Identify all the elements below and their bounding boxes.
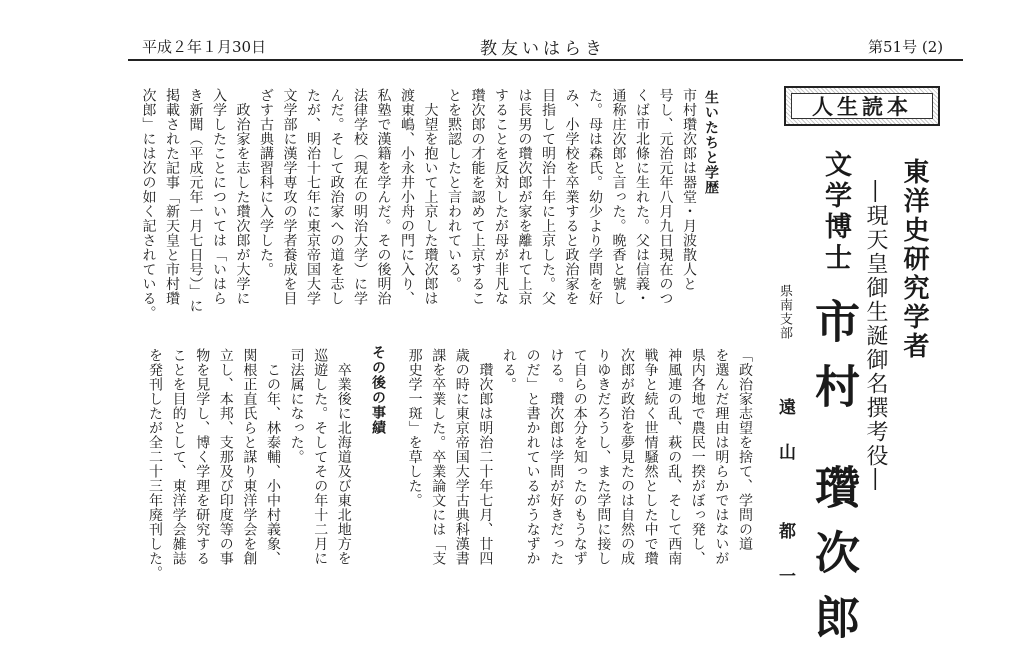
text-column: 文学部に漢学専攻の学者養成を目 — [281, 88, 298, 306]
text-column: は長男の瓚次郎が家を離れて上京 — [516, 88, 533, 306]
article-main-title: 東洋史研究学者 — [899, 158, 929, 361]
column-badge — [784, 86, 940, 126]
text-column: 政治家を志した瓚次郎が大学に — [234, 88, 251, 306]
text-column: を選んだ理由は明らかではないが — [713, 348, 730, 566]
text-column: 掲載された記事「新天皇と市村瓚 — [164, 88, 180, 306]
text-column: 渡東嶋、小永井小舟の門に入り、 — [399, 88, 415, 306]
text-column: 関根正直氏らと謀り東洋学会を創 — [241, 348, 258, 566]
text-column: 物を見学し、博く学理を研究する — [194, 348, 211, 566]
text-column: のだ」と書かれているがうなずか — [524, 348, 541, 566]
text-column: この年、林泰輔、小中村義象、 — [265, 348, 281, 566]
text-column: くば市北條に生れた。父は信義・ — [634, 88, 650, 306]
text-column: 次郎」には次の如く記されている。 — [140, 88, 157, 320]
text-column: 神風連の乱、萩の乱、そして西南 — [666, 348, 683, 566]
issue-number: 第51号 (2) — [868, 38, 944, 56]
header-rule — [128, 59, 963, 61]
newspaper-header — [0, 0, 1024, 62]
text-column: 私塾で漢籍を学んだ。その後明治 — [375, 88, 392, 306]
author-branch: 県南支部 — [777, 284, 792, 340]
text-column: 瓚次郎の才能を認めて上京するこ — [469, 88, 486, 306]
section-heading-later-works: その後の事績 — [370, 345, 386, 435]
text-column: ざす古典講習科に入学した。 — [258, 88, 274, 277]
subject-name: 市村 瓚次郎 — [807, 298, 860, 659]
text-column: 市村瓚次郎は器堂・月波散人と — [681, 88, 697, 291]
subject-degree: 文学博士 — [820, 150, 851, 274]
text-column: 卒業後に北海道及び東北地方を — [335, 348, 352, 566]
text-column: 司法属になった。 — [288, 348, 305, 464]
text-column: 県内各地で農民一揆がぼっ発し、 — [689, 348, 706, 566]
newspaper-title: 教友いはらき — [480, 39, 606, 59]
text-column: た。母は森氏。幼少より学問を好 — [587, 88, 603, 306]
text-column: 那史学一斑」を草した。 — [406, 348, 423, 508]
text-column: 立し、本邦、支那及び印度等の事 — [217, 348, 234, 566]
text-column: 通称庄次郎と言った。晩香と號し — [610, 88, 627, 306]
column-badge-inner — [791, 93, 933, 119]
text-column: 巡遊した。そしてその年十二月に — [312, 348, 329, 566]
text-column: て自らの本分を知ったのもうなず — [571, 348, 588, 566]
text-column: ける。瓚次郎は学問が好きだった — [548, 348, 565, 566]
text-column: たが、明治十七年に東京帝国大学 — [305, 88, 321, 306]
text-column: ことを目的として、東洋学会雑誌 — [170, 348, 187, 566]
text-column: 目指して明治十年に上京した。父 — [540, 88, 556, 306]
text-column: れる。 — [501, 348, 517, 392]
text-column: 瓚次郎は明治二十年七月、廿四 — [477, 348, 494, 566]
text-column: を発刊したが全二十三年廃刊した。 — [147, 348, 163, 580]
section-heading-upbringing: 生いたちと学歴 — [703, 90, 719, 195]
column-badge-label: 人生読本 — [812, 95, 912, 119]
issue-date: 平成２年１月30日 — [142, 38, 267, 56]
text-column: き新聞（平成元年一月七日号）」に — [187, 88, 204, 313]
text-column: んだ。そして政治家への道を志し — [328, 88, 345, 306]
author-name: 遠山 都一 — [775, 398, 795, 612]
text-column: 課を卒業した。卒業論文には「支 — [430, 348, 447, 566]
text-column: 入学したことについては「いはら — [211, 88, 227, 306]
text-column: りゆきだろうし、また学問に接し — [595, 348, 612, 566]
text-column: することを反対したが母が非凡な — [493, 88, 509, 306]
text-column: 号し、元治元年八月九日現在のつ — [657, 88, 674, 306]
text-column: 「政治家志望を捨て、学問の道 — [737, 348, 753, 551]
article-sub-title: ―現天皇御生誕御名撰考役― — [863, 180, 888, 492]
text-column: 法律学校（現在の明治大学）に学 — [352, 88, 368, 306]
text-column: 戦争と続く世情騒然とした中で瓚 — [642, 348, 659, 566]
text-column: み、小学校を卒業すると政治家を — [563, 88, 580, 306]
text-column: とを黙認したと言われている。 — [446, 88, 462, 291]
text-column: 次郎が政治を夢見たのは自然の成 — [619, 348, 635, 566]
text-column: 大望を抱いて上京した瓚次郎は — [422, 88, 439, 306]
text-column: 歳の時に東京帝国大学古典科漢書 — [453, 348, 470, 566]
